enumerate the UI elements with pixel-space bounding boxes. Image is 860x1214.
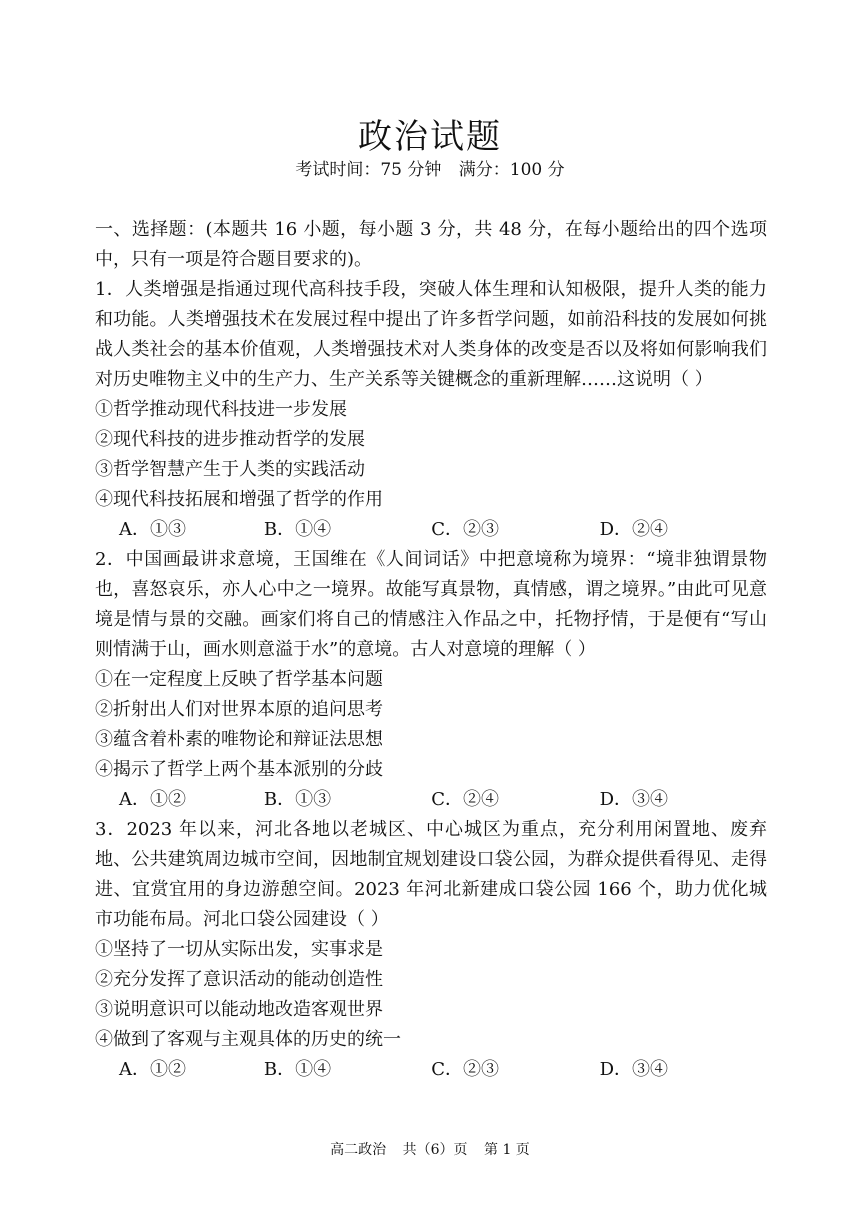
answer-options <box>95 1055 767 1085</box>
option-d: D．③④ <box>599 789 669 810</box>
question-1 <box>95 275 767 545</box>
statement: ②折射出人们对世界本原的追问思考 <box>95 699 383 720</box>
exam-time: 考试时间：75 分钟 <box>295 160 442 180</box>
full-score: 满分：100 分 <box>458 160 565 180</box>
question-stem: 2．中国画最讲求意境，王国维在《人间词话》中把意境称为境界：“境非独谓景物也，喜怒哀乐，亦人心中之一境界。故能写真景物，真情感，谓之境界。”由此可见意境是情与景的交融。画家们将自己的情感注入作品之中，托物抒情，于是便有“写山则情满于山，画水则意溢于水”的意境。古人对意境的理解（ ） <box>95 549 767 660</box>
statement: ①哲学推动现代科技进一步发展 <box>95 399 347 420</box>
option-c: C．②③ <box>431 1059 500 1080</box>
statement: ①坚持了一切从实际出发，实事求是 <box>95 939 383 960</box>
answer-options <box>95 515 767 545</box>
statement: ④做到了客观与主观具体的历史的统一 <box>95 1029 401 1050</box>
statement: ③蕴含着朴素的唯物论和辩证法思想 <box>95 729 383 750</box>
page-footer <box>0 1140 860 1160</box>
option-b: B．①④ <box>263 1059 332 1080</box>
section-intro: 一、选择题：(本题共 16 小题，每小题 3 分，共 48 分，在每小题给出的四个选项中，只有一项是符合题目要求的)。 <box>95 219 767 270</box>
statement: ②充分发挥了意识活动的能动创造性 <box>95 969 383 990</box>
statement: ④现代科技拓展和增强了哲学的作用 <box>95 489 383 510</box>
question-2 <box>95 545 767 815</box>
statement: ①在一定程度上反映了哲学基本问题 <box>95 669 383 690</box>
page-title: 政治试题 <box>358 117 502 157</box>
option-a: A．①③ <box>119 519 186 540</box>
statement: ③哲学智慧产生于人类的实践活动 <box>95 459 365 480</box>
footer-total-pages: 共（6）页 <box>402 1142 468 1158</box>
exam-info <box>0 158 860 182</box>
option-c: C．②③ <box>431 519 500 540</box>
option-b: B．①③ <box>263 789 332 810</box>
option-d: D．③④ <box>599 1059 669 1080</box>
statement: ③说明意识可以能动地改造客观世界 <box>95 999 383 1020</box>
footer-subject: 高二政治 <box>330 1142 387 1158</box>
footer-page-number: 第 1 页 <box>484 1142 530 1158</box>
statement: ②现代科技的进步推动哲学的发展 <box>95 429 365 450</box>
statement: ④揭示了哲学上两个基本派别的分歧 <box>95 759 383 780</box>
question-list <box>95 215 767 1085</box>
option-a: A．①② <box>119 1059 186 1080</box>
question-3 <box>95 815 767 1085</box>
option-d: D．②④ <box>599 519 669 540</box>
option-c: C．②④ <box>431 789 500 810</box>
answer-options <box>95 785 767 815</box>
question-stem: 3．2023 年以来，河北各地以老城区、中心城区为重点，充分利用闲置地、废弃地、公共建筑周边城市空间，因地制宜规划建设口袋公园，为群众提供看得见、走得进、宜赏宜用的身边游憩空间。2023 年河北新建成口袋公园 166 个，助力优化城市功能布局。河北口袋公园建设（ ） <box>95 819 767 930</box>
question-stem: 1．人类增强是指通过现代高科技手段，突破人体生理和认知极限，提升人类的能力和功能。人类增强技术在发展过程中提出了许多哲学问题，如前沿科技的发展如何挑战人类社会的基本价值观，人类增强技术对人类身体的改变是否以及将如何影响我们对历史唯物主义中的生产力、生产关系等关键概念的重新理解……这说明（ ） <box>95 279 767 390</box>
option-b: B．①④ <box>263 519 332 540</box>
option-a: A．①② <box>119 789 186 810</box>
